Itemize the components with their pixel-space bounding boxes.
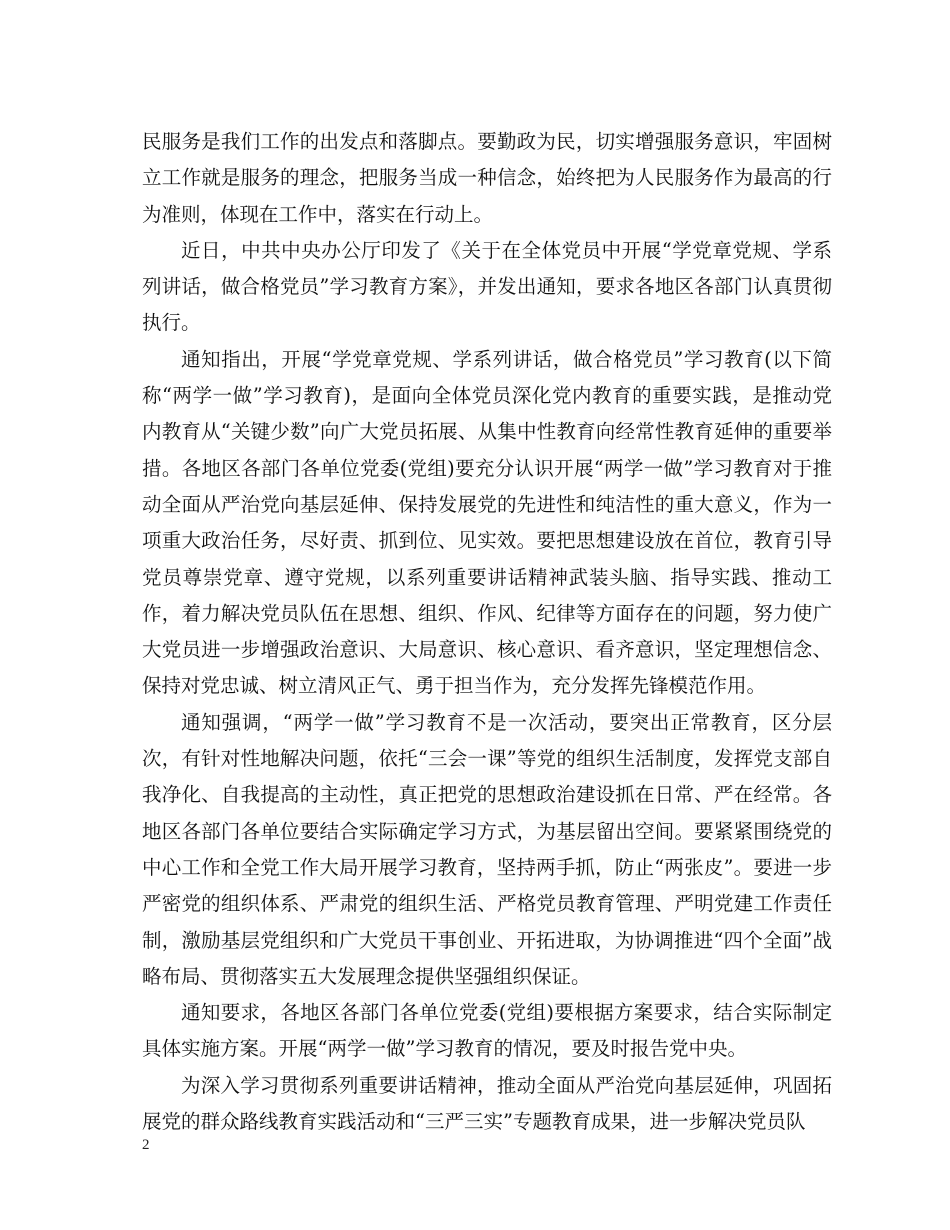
- paragraph-2: 近日，中共中央办公厅印发了《关于在全体党员中开展“学党章党规、学系列讲话，做合格党员”学习教育方案》，并发出通知，要求各地区各部门认真贯彻执行。: [142, 238, 832, 335]
- paragraph-1: 民服务是我们工作的出发点和落脚点。要勤政为民，切实增强服务意识，牢固树立工作就是服务的理念，把服务当成一种信念，始终把为人民服务作为最高的行为准则，体现在工作中，落实在行动上。: [142, 130, 832, 226]
- paragraph-6: 为深入学习贯彻系列重要讲话精神，推动全面从严治党向基层延伸，巩固拓展党的群众路线教育实践活动和“三严三实”专题教育成果，进一步解决党员队: [142, 1073, 832, 1134]
- paragraph-4: 通知强调，“两学一做”学习教育不是一次活动，要突出正常教育，区分层次，有针对性地解决问题，依托“三会一课”等党的组织生活制度，发挥党支部自我净化、自我提高的主动性，真正把党的思想政治建设抓在日常、严在经常。各地区各部门各单位要结合实际确定学习方式，为基层留出空间。要紧紧围绕党的中心工作和全党工作大局开展学习教育，坚持两手抓，防止“两张皮”。要进一步严密党的组织体系、严肃党的组织生活、严格党员教育管理、严明党建工作责任制，激励基层党组织和广大党员干事创业、开拓进取，为协调推进“四个全面”战略布局、贯彻落实五大发展理念提供坚强组织保证。: [142, 710, 832, 988]
- paragraph-5: 通知要求，各地区各部门各单位党委(党组)要根据方案要求，结合实际制定具体实施方案。开展“两学一做”学习教育的情况，要及时报告党中央。: [142, 1001, 832, 1061]
- document-body: [142, 124, 832, 1140]
- page-number: 2: [142, 1137, 150, 1153]
- paragraph-3: 通知指出，开展“学党章党规、学系列讲话，做合格党员”学习教育(以下简称“两学一做”学习教育)，是面向全体党员深化党内教育的重要实践，是推动党内教育从“关键少数”向广大党员拓展、从集中性教育向经常性教育延伸的重要举措。各地区各部门各单位党委(党组)要充分认识开展“两学一做”学习教育对于推动全面从严治党向基层延伸、保持发展党的先进性和纯洁性的重大意义，作为一项重大政治任务，尽好责、抓到位、见实效。要把思想建设放在首位，教育引导党员尊崇党章、遵守党规，以系列重要讲话精神武装头脑、指导实践、推动工作，着力解决党员队伍在思想、组织、作风、纪律等方面存在的问题，努力使广大党员进一步增强政治意识、大局意识、核心意识、看齐意识，坚定理想信念、保持对党忠诚、树立清风正气、勇于担当作为，充分发挥先锋模范作用。: [142, 347, 832, 698]
